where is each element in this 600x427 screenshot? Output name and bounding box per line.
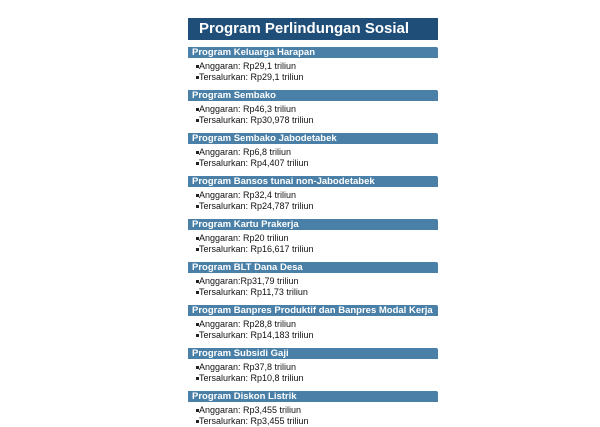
disbursed-item: Tersalurkan: Rp14,183 triliun — [188, 330, 438, 341]
program-heading: Program Diskon Listrik — [188, 391, 438, 402]
budget-item: Anggaran: Rp28,8 triliun — [188, 319, 438, 330]
page-title: Program Perlindungan Sosial — [188, 18, 438, 40]
budget-item: Anggaran: Rp32,4 triliun — [188, 190, 438, 201]
disbursed-item: Tersalurkan: Rp4,407 triliun — [188, 158, 438, 169]
program-section — [188, 305, 438, 341]
disbursed-item: Tersalurkan: Rp16,617 triliun — [188, 244, 438, 255]
program-section — [188, 133, 438, 169]
program-section — [188, 90, 438, 126]
program-section — [188, 391, 438, 427]
disbursed-item: Tersalurkan: Rp24,787 triliun — [188, 201, 438, 212]
disbursed-item: Tersalurkan: Rp10,8 triliun — [188, 373, 438, 384]
budget-item: Anggaran: Rp20 triliun — [188, 233, 438, 244]
budget-item: Anggaran: Rp6,8 triliun — [188, 147, 438, 158]
program-heading: Program Sembako Jabodetabek — [188, 133, 438, 144]
program-heading: Program Kartu Prakerja — [188, 219, 438, 230]
budget-item: Anggaran: Rp29,1 triliun — [188, 61, 438, 72]
program-heading: Program BLT Dana Desa — [188, 262, 438, 273]
budget-item: Anggaran:Rp31,79 triliun — [188, 276, 438, 287]
program-heading: Program Bansos tunai non-Jabodetabek — [188, 176, 438, 187]
program-heading: Program Subsidi Gaji — [188, 348, 438, 359]
document — [188, 18, 438, 427]
budget-item: Anggaran: Rp46,3 triliun — [188, 104, 438, 115]
budget-item: Anggaran: Rp3,455 triliun — [188, 405, 438, 416]
program-heading: Program Keluarga Harapan — [188, 47, 438, 58]
program-section — [188, 176, 438, 212]
disbursed-item: Tersalurkan: Rp3,455 triliun — [188, 416, 438, 427]
program-heading: Program Banpres Produktif dan Banpres Modal Kerja — [188, 305, 438, 316]
program-heading: Program Sembako — [188, 90, 438, 101]
program-section — [188, 219, 438, 255]
disbursed-item: Tersalurkan: Rp30,978 triliun — [188, 115, 438, 126]
disbursed-item: Tersalurkan: Rp29,1 triliun — [188, 72, 438, 83]
budget-item: Anggaran: Rp37,8 triliun — [188, 362, 438, 373]
program-section — [188, 262, 438, 298]
disbursed-item: Tersalurkan: Rp11,73 triliun — [188, 287, 438, 298]
program-section — [188, 348, 438, 384]
program-section — [188, 47, 438, 83]
